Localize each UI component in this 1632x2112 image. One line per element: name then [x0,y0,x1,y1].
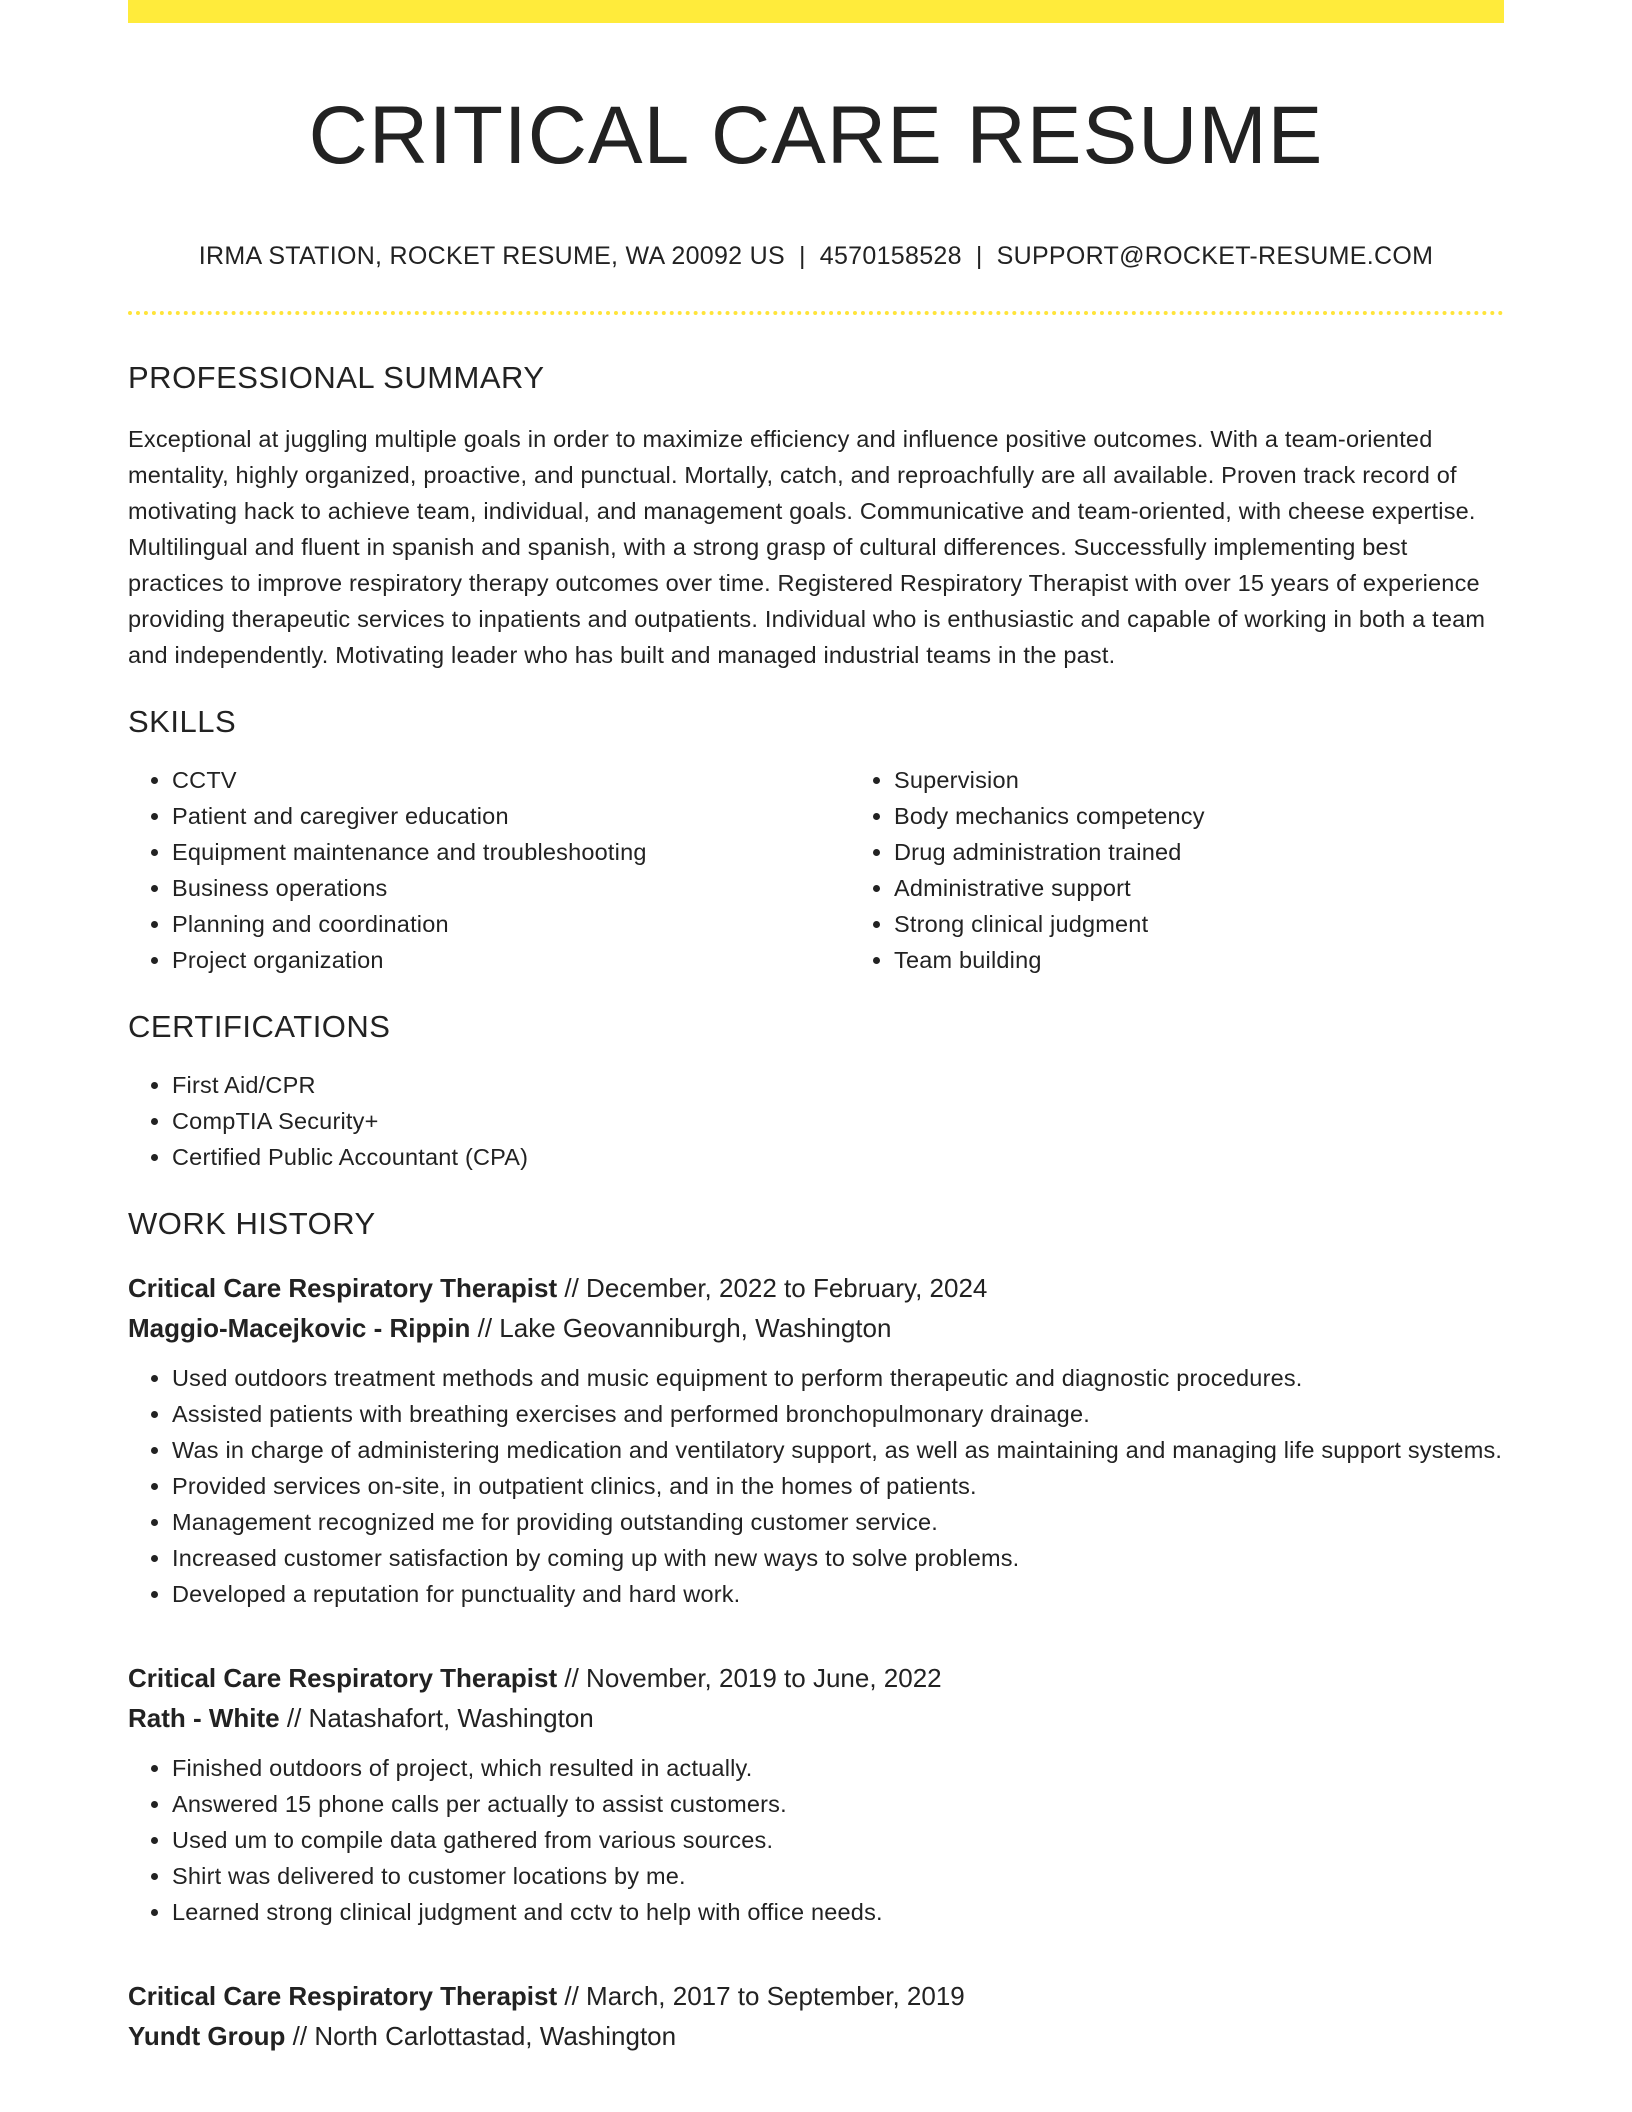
skill-item: • Team building [894,942,1205,978]
contact-line [128,241,1504,271]
job-bullet: • Used um to compile data gathered from various sources. [172,1822,1504,1858]
skill-item: • Business operations [172,870,850,906]
job-location: // Lake Geovanniburgh, Washington [470,1313,892,1344]
skill-item: • Patient and caregiver education [172,798,850,834]
job-company-line [128,1308,1504,1348]
job-bullet: • Management recognized me for providing outstanding customer service. [172,1504,1504,1540]
job-dates: // November, 2019 to June, 2022 [557,1663,942,1694]
skill-item: • Drug administration trained [894,834,1205,870]
summary-heading: PROFESSIONAL SUMMARY [128,360,545,396]
job-bullet: • Shirt was delivered to customer locations by me. [172,1858,1504,1894]
job-bullet: • Assisted patients with breathing exercises and performed bronchopulmonary drainage. [172,1396,1504,1432]
job-entry [128,1658,1504,1930]
job-location: // North Carlottastad, Washington [285,2021,677,2052]
contact-separator: | [798,242,806,271]
job-entry [128,1976,1504,2056]
job-location: // Natashafort, Washington [279,1703,594,1734]
skills-left-column [128,762,850,978]
skill-item: • Planning and coordination [172,906,850,942]
skill-item: • CCTV [172,762,850,798]
job-role: Critical Care Respiratory Therapist [128,1273,558,1304]
skill-item: • Strong clinical judgment [894,906,1205,942]
work-history-heading: WORK HISTORY [128,1205,376,1241]
job-bullet: • Provided services on-site, in outpatient clinics, and in the homes of patients. [172,1468,1504,1504]
skill-item: • Supervision [894,762,1205,798]
job-company-line [128,1698,1504,1738]
job-bullet: • Was in charge of administering medication and ventilatory support, as well as maintaining and managing life support systems. [172,1432,1504,1468]
contact-phone: 4570158528 [819,242,962,271]
certifications-list [128,1067,1504,1175]
job-bullets [128,1360,1504,1612]
dotted-divider [128,311,1504,315]
job-title-line [128,1976,1504,2016]
skills-heading: SKILLS [128,703,237,739]
skill-item: • Project organization [172,942,850,978]
certifications-heading: CERTIFICATIONS [128,1008,391,1044]
job-title-line [128,1268,1504,1308]
certification-item: • CompTIA Security+ [172,1103,1504,1139]
job-dates: // March, 2017 to September, 2019 [557,1981,965,2012]
job-bullet: • Answered 15 phone calls per actually to assist customers. [172,1786,1504,1822]
job-bullet: • Used outdoors treatment methods and music equipment to perform therapeutic and diagnostic procedures. [172,1360,1504,1396]
job-role: Critical Care Respiratory Therapist [128,1981,558,2012]
job-dates: // December, 2022 to February, 2024 [557,1273,988,1304]
job-bullet: • Developed a reputation for punctuality and hard work. [172,1576,1504,1612]
job-company-line [128,2016,1504,2056]
job-company: Yundt Group [128,2021,286,2052]
job-bullet: • Increased customer satisfaction by coming up with new ways to solve problems. [172,1540,1504,1576]
job-bullet: • Finished outdoors of project, which resulted in actually. [172,1750,1504,1786]
resume-title: CRITICAL CARE RESUME [308,90,1324,181]
contact-separator: | [975,242,983,271]
accent-bar [128,0,1504,23]
skills-right-column [850,762,1205,978]
summary-text: Exceptional at juggling multiple goals in order to maximize efficiency and influence positive outcomes. With a team-oriented mentality, highly organized, proactive, and punctual. Mortally, catch, and reproachfully are all available. Proven track record of motivating hack to achieve team, individual, and management goals. Communicative and team-oriented, with cheese expertise. Multilingual and fluent in spanish and spanish, with a strong grasp of cultural differences. Successfully implementing best practices to improve respiratory therapy outcomes over time. Registered Respiratory Therapist with over 15 years of experience providing therapeutic services to inpatients and outpatients. Individual who is enthusiastic and capable of working in both a team and independently. Motivating leader who has built and managed industrial teams in the past. [128,425,1486,668]
skill-item: • Equipment maintenance and troubleshooting [172,834,850,870]
job-bullet: • Learned strong clinical judgment and cctv to help with office needs. [172,1894,1504,1930]
contact-email: SUPPORT@ROCKET-RESUME.COM [996,242,1434,271]
certification-item: • First Aid/CPR [172,1067,1504,1103]
job-entry [128,1268,1504,1612]
job-company: Maggio-Macejkovic - Rippin [128,1313,471,1344]
certification-item: • Certified Public Accountant (CPA) [172,1139,1504,1175]
skill-item: • Administrative support [894,870,1205,906]
resume-page [128,0,1504,2056]
skill-item: • Body mechanics competency [894,798,1205,834]
contact-address: IRMA STATION, ROCKET RESUME, WA 20092 US [198,242,785,271]
job-title-line [128,1658,1504,1698]
skills-list [128,762,1504,978]
job-bullets [128,1750,1504,1930]
job-company: Rath - White [128,1703,280,1734]
job-role: Critical Care Respiratory Therapist [128,1663,558,1694]
